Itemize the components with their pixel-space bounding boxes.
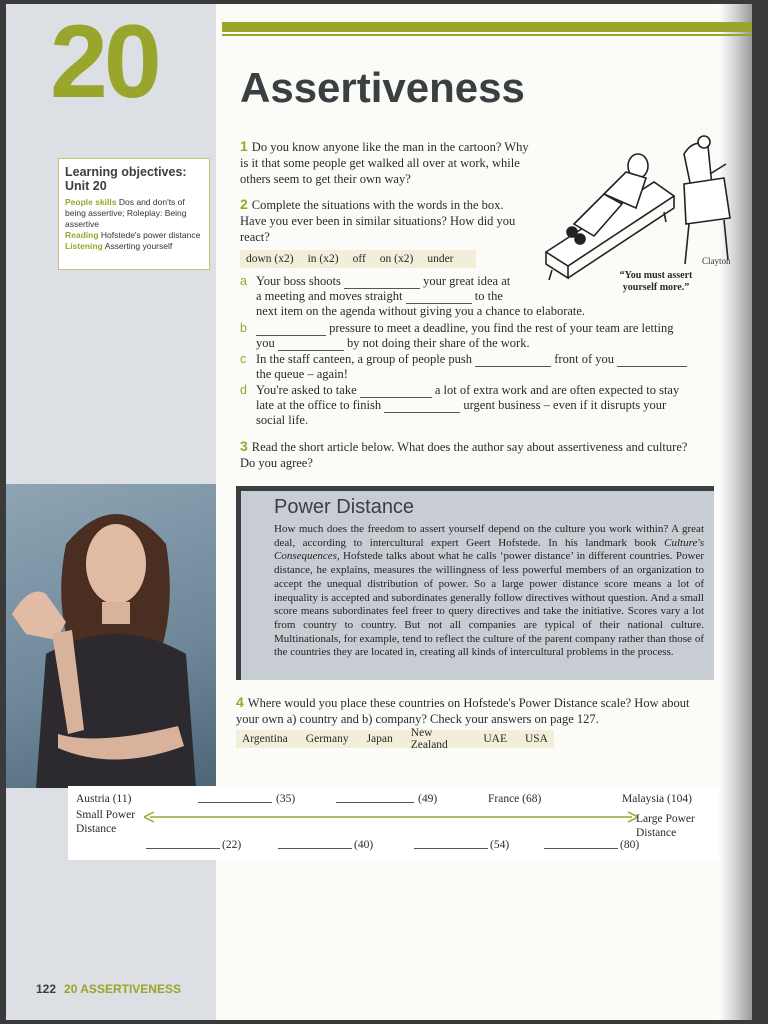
scale-blank[interactable] (544, 836, 618, 849)
article-title: Power Distance (274, 496, 415, 518)
situation-d: d You're asked to take a lot of extra work and are often expected to stay late at the office to finish urgent business – even if it disrupts your social life. (240, 383, 680, 427)
learning-objectives-box (58, 158, 210, 270)
question-2: 2 Complete the situations with the words in the box. Have you ever been in similar situations? How did you react? (240, 196, 516, 244)
gap-blank[interactable] (406, 291, 472, 304)
scale-malaysia: Malaysia (104) (622, 793, 692, 805)
cartoon-caption: “You must assert yourself more.” (619, 270, 693, 293)
scale-large-distance: Distance (636, 827, 677, 839)
objectives-heading: Learning objectives: Unit 20 (65, 165, 187, 193)
word-item: off (352, 253, 366, 265)
gap-blank[interactable] (475, 354, 551, 367)
scale-blank[interactable] (146, 836, 220, 849)
country-item: New Zealand (410, 727, 448, 751)
scale-austria: Austria (11) (76, 793, 132, 805)
objective-item: Listening Asserting yourself (65, 241, 173, 251)
unit-number: 20 (50, 4, 158, 120)
scale-49: (49) (418, 793, 438, 805)
cartoon-signature: Clayton (702, 256, 731, 266)
situation-b: b pressure to meet a deadline, you find the rest of your team are letting you by not doing their share of the work. (240, 321, 674, 350)
word-item: in (x2) (307, 253, 339, 265)
gap-blank[interactable] (256, 323, 326, 336)
situation-c: c In the staff canteen, a group of people push front of you the queue – again! (240, 352, 710, 382)
scale-small-label: Small Power (76, 809, 136, 821)
cartoon-therapist-image (534, 124, 744, 289)
scale-35: (35) (276, 793, 296, 805)
countries-box (236, 727, 554, 751)
word-item: on (x2) (379, 253, 414, 265)
scale-france: France (68) (488, 793, 542, 805)
gap-blank[interactable] (278, 338, 344, 351)
scale-blank[interactable] (278, 836, 352, 849)
scale-blank[interactable] (336, 790, 414, 803)
question-1: 1 Do you know anyone like the man in the cartoon? Why is it that some people get walked all over at work, while others seem to get their own way? (240, 138, 529, 186)
objective-item: People skills Dos and don'ts of being assertive; Roleplay: Being assertive (65, 197, 187, 229)
scale-22: (22) (222, 839, 242, 851)
woman-illustration (6, 484, 216, 788)
question-3: 3 Read the short article below. What does the author say about assertiveness and culture? Do you agree? (240, 438, 688, 470)
title-bar (222, 22, 752, 32)
scale-large-label: Large Power (636, 813, 695, 825)
footer-label: 20 ASSERTIVENESS (64, 982, 181, 996)
scale-40: (40) (354, 839, 374, 851)
gap-blank[interactable] (360, 385, 432, 398)
scale-80: (80) (620, 839, 640, 851)
question-4: 4 Where would you place these countries on Hofstede's Power Distance scale? How about your own a) country and b) company? Check your answers on page 127. (236, 694, 690, 726)
country-item: USA (524, 733, 548, 745)
objective-item: Reading Hofstede's power distance (65, 230, 201, 240)
woman-photo (6, 484, 216, 788)
scale-blank[interactable] (198, 790, 272, 803)
book-title: Culture's Consequences (274, 536, 704, 563)
gap-blank[interactable] (617, 354, 687, 367)
page-title: Assertiveness (240, 64, 525, 111)
situation-a: a Your boss shoots your great idea at a meeting and moves straight to the (240, 274, 511, 303)
word-item: under (427, 253, 454, 265)
page-number: 122 (36, 982, 57, 996)
situation-a-cont: next item on the agenda without giving you a chance to elaborate. (256, 304, 586, 318)
scale-arrow (144, 810, 638, 824)
scale-54: (54) (490, 839, 510, 851)
word-box (240, 250, 476, 268)
textbook-page (6, 4, 752, 1020)
country-item: Germany (305, 733, 349, 745)
gap-blank[interactable] (344, 276, 420, 289)
word-item: down (x2) (246, 253, 294, 265)
country-item: UAE (483, 733, 507, 745)
scale-small-distance: Distance (76, 823, 117, 835)
gap-blank[interactable] (384, 400, 460, 413)
country-item: Argentina (242, 733, 288, 745)
scale-blank[interactable] (414, 836, 488, 849)
country-item: Japan (366, 733, 393, 745)
title-bar-thin (222, 34, 752, 36)
article-body: How much does the freedom to assert yourself depend on the culture you work within? A great deal, according to intercultural expert Geert Hofstede. In his landmark book Culture's Consequences, Hofstede talks about what he calls ‘power distance’ in different countries. Power distance, he explains, measures the willingness of less powerful members of an organization to accept the unequal distribution of power. So a large power distance score means a lot of inequality is accepted and subordinates generally follow directives without question. And a small score means subordinates feel freer to query directives and take the initiative. Scores vary a lot from country to country. But not all companies are typical of their national culture. Multinationals, for example, tend to reflect the culture of the parent company rather than those of the countries they are located in, creating all kinds of intercultural problems in the process. (274, 523, 704, 659)
page-footer (36, 982, 181, 996)
